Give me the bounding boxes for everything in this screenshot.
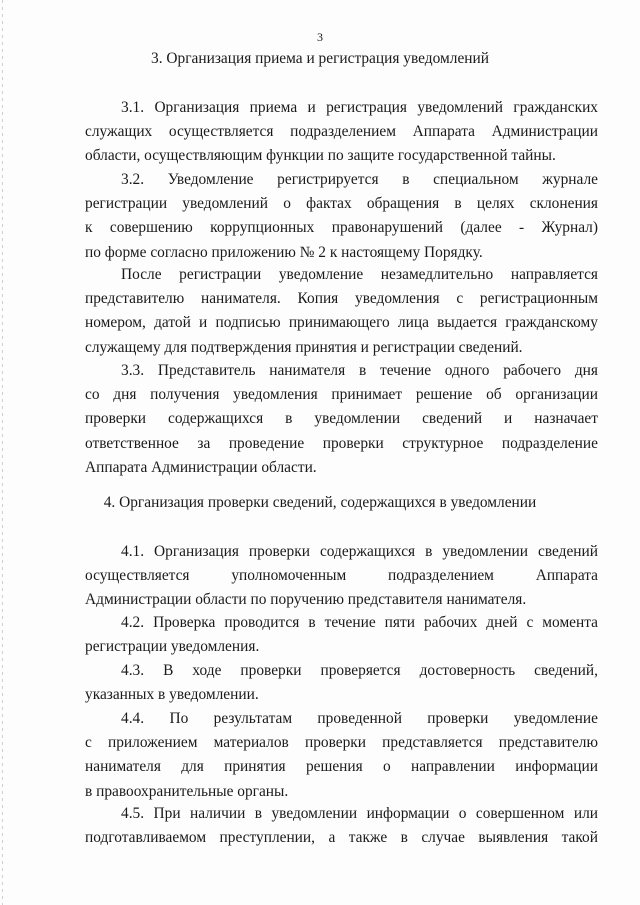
text-line: по форме согласно приложению № 2 к настоящему Порядку. <box>85 243 483 261</box>
text-line: номером, датой и подписью принимающего лица выдается гражданскому <box>85 314 598 332</box>
text-line: Аппарата Администрации области. <box>85 458 317 476</box>
text-line: с приложением материалов проверки представляется представителю <box>85 734 598 752</box>
text-line: представителю нанимателя. Копия уведомления с регистрационным <box>85 290 598 308</box>
paragraph-4-5 <box>85 802 598 850</box>
text-line: 4.4. По результатам проведенной проверки уведомление <box>121 710 598 727</box>
text-line: регистрации уведомлений о фактах обращения в целях склонения <box>85 195 598 213</box>
text-line: 3.3. Представитель нанимателя в течение одного рабочего дня <box>121 362 598 379</box>
scan-edge <box>2 0 3 905</box>
text-line: 4.2. Проверка проводится в течение пяти рабочих дней с момента <box>121 614 598 631</box>
paragraph-3-2 <box>85 168 598 265</box>
text-line: 4.3. В ходе проверки проверяется достоверность сведений, <box>121 662 598 679</box>
text-line: Администрации области по поручению представителя нанимателя. <box>85 591 527 609</box>
text-line: со дня получения уведомления принимает решение об организации <box>85 386 598 404</box>
text-line: регистрации уведомления. <box>85 638 260 656</box>
text-line: ответственное за проведение проверки структурное подразделение <box>85 434 598 452</box>
section-3-heading: 3. Организация приема и регистрация уведомлений <box>151 50 489 67</box>
section-4-heading: 4. Организация проверки сведений, содержащихся в уведомлении <box>103 494 537 511</box>
text-line: 3.1. Организация приема и регистрация уведомлений гражданских <box>121 99 598 116</box>
text-line: 4.5. При наличии в уведомлении информации о совершенном или <box>121 805 598 822</box>
text-line: указанных в уведомлении. <box>85 686 259 704</box>
paragraph-3-1 <box>85 96 598 169</box>
text-line: осуществляется уполномоченным подразделением Аппарата <box>85 567 598 585</box>
page-number: 3 <box>317 30 323 44</box>
text-line: 4.1. Организация проверки содержащихся в уведомлении сведений <box>121 543 598 560</box>
paragraph-3-2-continued <box>85 263 598 360</box>
paragraph-4-1 <box>85 540 598 613</box>
paragraph-4-3 <box>85 659 598 707</box>
text-line: подготавливаемом преступлении, а также в случае выявления такой <box>85 829 598 847</box>
text-line: к совершению коррупционных правонарушений (далее - Журнал) <box>85 219 598 237</box>
text-line: После регистрации уведомление незамедлительно направляется <box>121 266 598 283</box>
text-line: нанимателя для принятия решения о направлении информации <box>85 758 598 776</box>
text-line: проверки содержащихся в уведомлении сведений и назначает <box>85 410 598 428</box>
paragraph-4-4 <box>85 707 598 804</box>
text-line: служащему для подтверждения принятия и регистрации сведений. <box>85 338 523 356</box>
paragraph-3-3 <box>85 359 598 480</box>
text-line: области, осуществляющим функции по защите государственной тайны. <box>85 147 556 165</box>
text-line: в правоохранительные органы. <box>85 782 289 800</box>
paragraph-4-2 <box>85 611 598 659</box>
text-line: 3.2. Уведомление регистрируется в специальном журнале <box>121 171 598 188</box>
text-line: служащих осуществляется подразделением Аппарата Администрации <box>85 123 598 141</box>
